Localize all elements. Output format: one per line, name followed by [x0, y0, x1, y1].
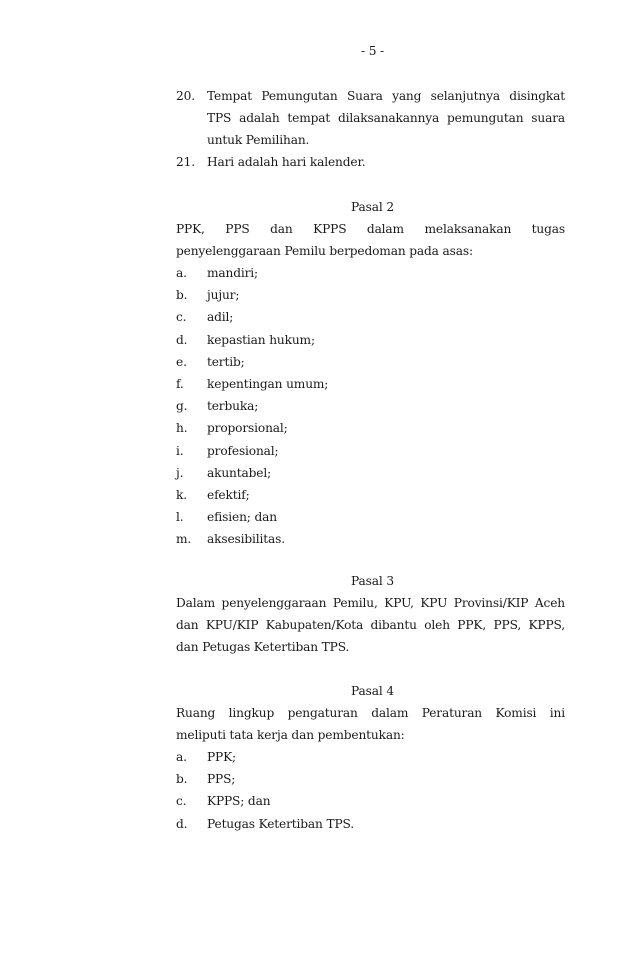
- list-item: [176, 262, 565, 284]
- list-text: KPPS; dan: [207, 794, 271, 809]
- list-letter: k.: [176, 488, 187, 503]
- list-letter: b.: [176, 772, 188, 787]
- page-number: - 5 -: [361, 44, 384, 58]
- pasal-2-intro: [176, 218, 565, 262]
- list-letter: i.: [176, 443, 184, 458]
- list-letter: f.: [176, 377, 184, 392]
- list-letter: j.: [176, 465, 184, 480]
- pasal-2-list: [176, 262, 565, 551]
- definition-text: [207, 85, 565, 152]
- definition-line: Tempat Pemungutan Suara yang selanjutnya disingkat: [207, 89, 565, 103]
- list-item: [176, 768, 565, 790]
- pasal-3-line: dan Petugas Ketertiban TPS.: [176, 640, 350, 655]
- list-text: jujur;: [207, 288, 240, 303]
- pasal-2-intro-line: penyelenggaraan Pemilu berpedoman pada asas:: [176, 244, 473, 259]
- pasal-4-intro-line: meliputi tata kerja dan pembentukan:: [176, 728, 405, 743]
- list-item: [176, 284, 565, 306]
- definition-item: [176, 151, 565, 173]
- definition-text: [207, 151, 565, 173]
- pasal-3-line: dan KPU/KIP Kabupaten/Kota dibantu oleh PPK, PPS, KPPS,: [176, 618, 565, 633]
- list-text: PPK;: [207, 750, 237, 764]
- list-letter: c.: [176, 794, 187, 809]
- list-letter: a.: [176, 750, 187, 764]
- list-item: [176, 417, 565, 439]
- list-item: [176, 440, 565, 462]
- pasal-3-body: [176, 592, 565, 659]
- list-text: kepentingan umum;: [207, 377, 329, 392]
- list-item: [176, 528, 565, 550]
- definition-line: Hari adalah hari kalender.: [207, 155, 366, 169]
- definition-item: [176, 85, 565, 152]
- list-letter: l.: [176, 510, 184, 525]
- list-letter: m.: [176, 532, 192, 547]
- list-text: efektif;: [207, 488, 250, 503]
- list-letter: g.: [176, 399, 188, 414]
- list-letter: h.: [176, 421, 188, 436]
- definition-line: untuk Pemilihan.: [207, 133, 310, 148]
- list-letter: b.: [176, 288, 188, 303]
- list-text: mandiri;: [207, 266, 259, 280]
- list-text: akuntabel;: [207, 465, 272, 480]
- list-letter: a.: [176, 266, 187, 280]
- list-item: [176, 329, 565, 351]
- list-item: [176, 813, 565, 835]
- definition-number: 20.: [176, 89, 195, 103]
- list-text: tertib;: [207, 354, 245, 369]
- list-text: PPS;: [207, 772, 236, 787]
- definition-number: 21.: [176, 155, 195, 169]
- pasal-3-heading: Pasal 3: [351, 574, 394, 588]
- list-text: Petugas Ketertiban TPS.: [207, 816, 354, 831]
- list-item: [176, 373, 565, 395]
- pasal-4-list: [176, 746, 565, 835]
- list-item: [176, 506, 565, 528]
- list-letter: e.: [176, 354, 187, 369]
- pasal-4-heading: Pasal 4: [351, 684, 394, 698]
- list-item: [176, 746, 565, 768]
- list-item: [176, 351, 565, 373]
- pasal-4-intro: [176, 702, 565, 746]
- list-item: [176, 462, 565, 484]
- list-text: kepastian hukum;: [207, 332, 315, 347]
- list-text: aksesibilitas.: [207, 532, 285, 547]
- pasal-2-intro-line: PPK, PPS dan KPPS dalam melaksanakan tugas: [176, 222, 565, 236]
- list-item: [176, 484, 565, 506]
- list-letter: c.: [176, 310, 187, 325]
- list-text: profesional;: [207, 443, 279, 458]
- list-text: proporsional;: [207, 421, 288, 436]
- pasal-2-heading: Pasal 2: [351, 200, 394, 214]
- list-letter: d.: [176, 332, 188, 347]
- list-text: adil;: [207, 310, 234, 325]
- pasal-3-line: Dalam penyelenggaraan Pemilu, KPU, KPU Provinsi/KIP Aceh: [176, 596, 565, 610]
- list-text: terbuka;: [207, 399, 259, 414]
- list-letter: d.: [176, 816, 188, 831]
- list-text: efisien; dan: [207, 510, 277, 525]
- pasal-4-intro-line: Ruang lingkup pengaturan dalam Peraturan Komisi ini: [176, 706, 565, 720]
- list-item: [176, 395, 565, 417]
- list-item: [176, 306, 565, 328]
- list-item: [176, 790, 565, 812]
- definition-line: TPS adalah tempat dilaksanakannya pemungutan suara: [207, 111, 565, 126]
